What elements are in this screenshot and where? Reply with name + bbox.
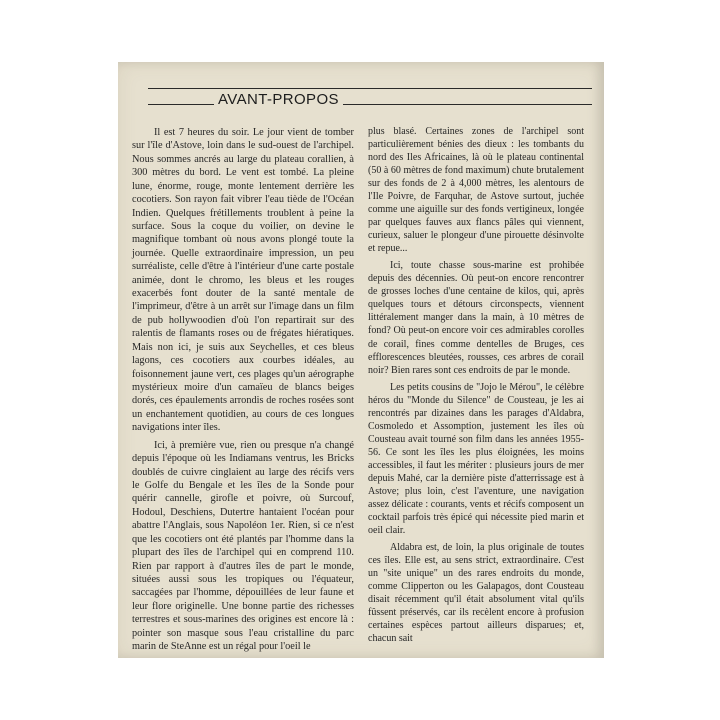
- book-page: [118, 62, 604, 658]
- paragraph: Ici, à première vue, rien ou presque n'a changé depuis l'époque où les Indiamans ventrus, les Bricks doublés de cuivre cinglaient au large des récifs vers le Golfe du Bengale et les îles de la Sonde pour quérir cannelle, girofle et poivre, où Surcouf, Hodoul, Deschiens, Dutertre hantaient l'océan pour abattre l'Anglais, sous Napoléon 1er. Rien, si ce n'est que les cocotiers ont été plantés par l'homme dans la plupart des îles de l'archipel qui en comprend 110. Rien par rapport à d'autres îles de part le monde, situées aussi sous les tropiques ou l'équateur, saccagées par l'homme, dépouillées de leur faune et leur flore originelle. Une bonne partie des richesses terrestres et sous-marines des origines est encore là : pointer son masque sous l'eau cristalline du parc marin de SteAnne est un régal pour l'oeil le: [132, 439, 354, 653]
- paragraph: Ici, toute chasse sous-marine est prohibée depuis des décennies. Où peut-on encore rencontrer de grosses loches d'une centaine de kilos, qui, après quelques tours et détours circonspects, viennent littéralement manger dans la main, à 10 mètres de fond? Où peut-on encore voir ces admirables corolles de corail, fines comme dentelles de Bruges, ces efflorescences bleutées, rousses, ces arbres de corail noir? Bien rares sont ces endroits de par le monde.: [368, 260, 584, 376]
- text-column-left: [132, 126, 354, 653]
- text-column-right: [368, 125, 584, 645]
- paragraph-continued: plus blasé. Certaines zones de l'archipel sont particulièrement bénies des dieux : les tombants du nord des Iles Africaines, là où le plateau continental (50 à 60 mètres de fond maximum) chute brutalement sur des fonds de 2 à 4,000 mètres, les alentours de l'Ile Poivre, de Farquhar, de Astove surtout, juchée comme une aiguille sur des fonds vertigineux, longée par quelques fauves aux flancs pâles qui viennent, curieux, saluer le plongeur d'une pirouette désinvolte et repue...: [368, 126, 584, 255]
- header-rule-top: [148, 88, 592, 89]
- paragraph: Il est 7 heures du soir. Le jour vient de tomber sur l'île d'Astove, loin dans le sud-ouest de l'archipel. Nous sommes ancrés au large du plateau corallien, à 300 mètres du bord. Le vent est tombé. La pleine lune, énorme, rouge, monte lentement derrière les cocotiers. Son rayon fait vibrer l'eau tiède de l'Océan Indien. Quelques frétillements troublent à peine la surface. Sous la coque du voilier, on devine le magnifique tombant où nous avons plongé toute la journée. Quelle extraordinaire impression, un peu surréaliste, celle d'être à l'intérieur d'une carte postale animée, dont le chromo, les bleus et les rouges exacerbés font douter de la santé mentale de l'imprimeur, d'être à un arrêt sur l'image dans un film de pub hollywoodien d'où l'on repartirait sur des ralentis de flamants roses ou de frégates hiératiques. Mais non ici, je suis aux Seychelles, et ces bleus lagons, ces cocotiers aux courbes idéales, au foisonnement jaune vert, ces plages qu'un aérographe mystérieux moire d'un camaïeu de blancs beiges dorés, ces épaulements arrondis de roches rosées sont un enchantement quotidien, au cours de ces longues navigations inter îles.: [132, 127, 354, 434]
- page-title: AVANT-PROPOS: [214, 92, 343, 108]
- paragraph: Les petits cousins de "Jojo le Mérou", le célèbre héros du "Monde du Silence" de Cousteau, je les ai rencontrés par dizaines dans les parages d'Aldabra, Cosmoledo et Assomption, justement les îles où Cousteau avait tourné son film dans les années 1955-56. Ce sont les îles les plus éloignées, les moins accessibles, il faut les mériter : plusieurs jours de mer depuis Mahé, car la dernière piste d'atterrissage est à Astove; plus loin, c'est l'aventure, une navigation assez délicate : courants, vents et récifs composent un cocktail parfois très épicé qui nécessite pied marin et oeil clair.: [368, 381, 584, 536]
- paragraph: Aldabra est, de loin, la plus originale de toutes ces îles. Elle est, au sens strict, extraordinaire. C'est un "site unique" un des rares endroits du monde, comme Clipperton ou les Galapagos, dont Cousteau disait récemment qu'il était absolument vital qu'ils fûssent préservés, car ils recèlent encore à profusion certaines espèces partout ailleurs disparues; et, chacun sait: [368, 541, 584, 645]
